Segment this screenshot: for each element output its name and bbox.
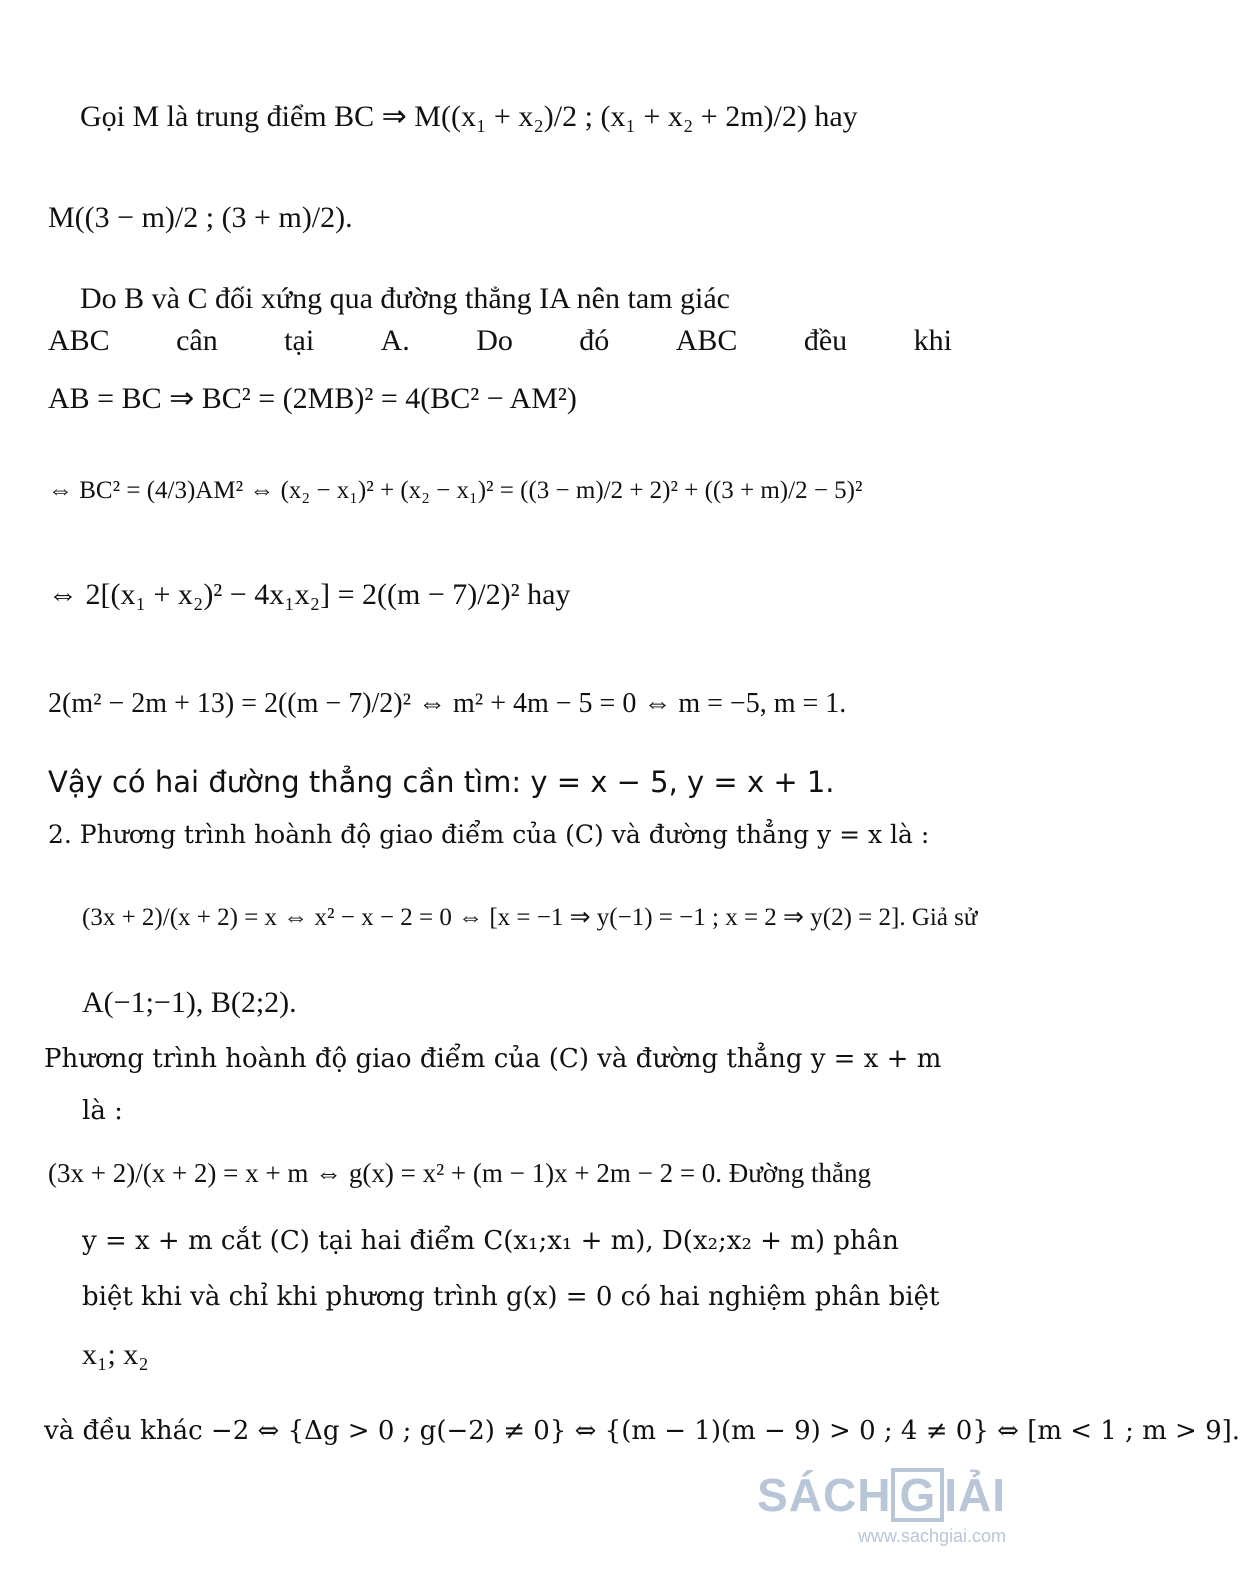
word: khi bbox=[913, 324, 952, 357]
word: Do bbox=[476, 324, 513, 357]
text-line-6: ⇔ BC² = (4/3)AM² ⇔ (x₂ − x₁)² + (x₂ − x₁)² = ((3 − m)/2 + 2)² + ((3 + m)/2 − 5)² bbox=[48, 477, 863, 504]
text-line-19: và đều khác −2 ⇔ {Δg > 0 ; g(−2) ≠ 0} ⇔ {(m − 1)(m − 9) > 0 ; 4 ≠ 0} ⇔ [m < 1 ; m > 9]. bbox=[44, 1416, 1240, 1446]
text-line-5: AB = BC ⇒ BC² = (2MB)² = 4(BC² − AM²) bbox=[48, 382, 577, 415]
text-line-14: là : bbox=[82, 1096, 123, 1126]
text-line-13: Phương trình hoành độ giao điểm của (C) và đường thẳng y = x + m bbox=[44, 1044, 942, 1074]
word: cân bbox=[176, 324, 218, 357]
text-line-8: 2(m² − 2m + 13) = 2((m − 7)/2)² ⇔ m² + 4m − 5 = 0 ⇔ m = −5, m = 1. bbox=[48, 688, 847, 719]
text-line-15: (3x + 2)/(x + 2) = x + m ⇔ g(x) = x² + (m − 1)x + 2m − 2 = 0. Đường thẳng bbox=[48, 1158, 871, 1188]
sachgiai-watermark bbox=[757, 1468, 1006, 1547]
watermark-url: www.sachgiai.com bbox=[857, 1526, 1006, 1546]
text-line-17: biệt khi và chỉ khi phương trình g(x) = 0 có hai nghiệm phân biệt bbox=[82, 1282, 940, 1312]
text-line-18: x₁; x₂ bbox=[82, 1338, 149, 1371]
text-line-10: 2. Phương trình hoành độ giao điểm của (C) và đường thẳng y = x là : bbox=[48, 820, 930, 849]
text-line-4 bbox=[48, 326, 952, 356]
watermark-logo-right: IẢI bbox=[944, 1469, 1006, 1521]
text-line-12: A(−1;−1), B(2;2). bbox=[82, 986, 297, 1019]
text-line-11: (3x + 2)/(x + 2) = x ⇔ x² − x − 2 = 0 ⇔ [x = −1 ⇒ y(−1) = −1 ; x = 2 ⇒ y(2) = 2]. Giả sử bbox=[82, 904, 978, 931]
watermark-logo bbox=[757, 1468, 1006, 1522]
word: ABC bbox=[675, 324, 738, 357]
word: A. bbox=[380, 324, 410, 357]
text-line-16: y = x + m cắt (C) tại hai điểm C(x₁;x₁ + m), D(x₂;x₂ + m) phân bbox=[82, 1226, 899, 1256]
text-line-2: M((3 − m)/2 ; (3 + m)/2). bbox=[48, 201, 353, 234]
word: đó bbox=[579, 324, 610, 357]
text-line-1: Gọi M là trung điểm BC ⇒ M((x₁ + x₂)/2 ; (x₁ + x₂ + 2m)/2) hay bbox=[80, 100, 858, 133]
word: tại bbox=[284, 324, 315, 357]
word: ABC bbox=[48, 324, 110, 357]
text-line-7: ⇔ 2[(x₁ + x₂)² − 4x₁x₂] = 2((m − 7)/2)² hay bbox=[48, 578, 571, 611]
watermark-logo-g: G bbox=[891, 1468, 944, 1522]
text-line-3: Do B và C đối xứng qua đường thẳng IA nên tam giác bbox=[80, 282, 730, 315]
text-line-9: Vậy có hai đường thẳng cần tìm: y = x − 5, y = x + 1. bbox=[48, 765, 835, 799]
watermark-logo-left: SÁCH bbox=[757, 1469, 892, 1521]
word: đều bbox=[803, 324, 848, 357]
